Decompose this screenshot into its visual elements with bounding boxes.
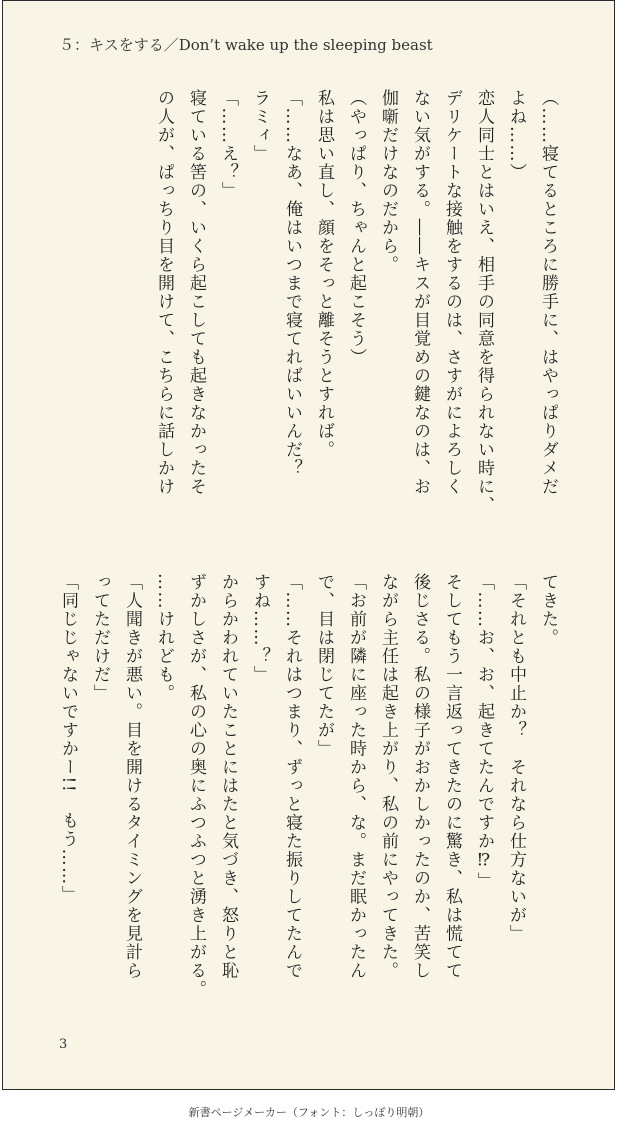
text-line: 「……それはつまり、ずっと寝た振りしてたんで bbox=[282, 573, 302, 980]
text-line: ラミィ」 bbox=[250, 89, 270, 163]
text-line: 「人聞きが悪い。目を開けるタイミングを見計ら bbox=[122, 573, 142, 980]
text-line: 「同じじゃないですかー!! もう……」 bbox=[58, 573, 78, 905]
footer-caption: 新書ページメーカー（フォント：しっぽり明朝） bbox=[188, 1106, 430, 1119]
text-line: よね……） bbox=[506, 89, 526, 182]
text-line: ……けれども。 bbox=[154, 573, 174, 703]
text-line: 「……お、お、起きてたんですか⁉」 bbox=[474, 573, 494, 891]
text-line: で、目は閉じてたが」 bbox=[314, 573, 334, 758]
upper-text-block bbox=[148, 89, 564, 529]
text-line: ない気がする。――キスが目覚めの鍵なのは、お bbox=[410, 89, 430, 496]
text-line: の人が、ぱっちり目を開けて、こちらに話しかけ bbox=[154, 89, 174, 496]
text-line: デリケートな接触をするのは、さすがによろしく bbox=[442, 89, 462, 496]
text-line: ながら主任は起き上がり、私の前にやってきた。 bbox=[378, 573, 398, 980]
text-line: 私は思い直し、顔をそっと離そうとすれば。 bbox=[314, 89, 334, 459]
text-line: 伽噺だけなのだから。 bbox=[378, 89, 398, 274]
text-line: （やっぱり、ちゃんと起こそう） bbox=[346, 89, 366, 367]
text-line: 後じさる。私の様子がおかしかったのか、苦笑し bbox=[410, 573, 430, 980]
lower-text-block bbox=[52, 573, 564, 1013]
page-number: 3 bbox=[59, 1037, 68, 1052]
text-line: すね……？」 bbox=[250, 573, 270, 684]
text-line: 「……なあ、俺はいつまで寝てればいいんだ？ bbox=[282, 89, 302, 478]
text-line: てきた。 bbox=[538, 573, 558, 647]
text-line: 寝ている筈の、いくら起こしても起きなかったそ bbox=[186, 89, 206, 496]
chapter-header: ５：キスをする／Don’t wake up the sleeping beast bbox=[59, 36, 433, 54]
text-line: 「……え？」 bbox=[218, 89, 238, 200]
text-line: （……寝てるところに勝手に、はやっぱりダメだ bbox=[538, 89, 558, 496]
text-line: 恋人同士とはいえ、相手の同意を得られない時に、 bbox=[474, 89, 494, 515]
text-line: そしてもう一言返ってきたのに驚き、私は慌てて bbox=[442, 573, 462, 980]
text-line: からかわれていたことにはたと気づき、怒りと恥 bbox=[218, 573, 238, 980]
book-page bbox=[2, 0, 615, 1090]
text-line: ってただけだ」 bbox=[90, 573, 110, 703]
text-line: ずかしさが、私の心の奥にふつふつと湧き上がる。 bbox=[186, 573, 206, 999]
text-line: 「お前が隣に座った時から、な。まだ眠かったん bbox=[346, 573, 366, 980]
text-line: 「それとも中止か？ それなら仕方ないが」 bbox=[506, 573, 526, 943]
